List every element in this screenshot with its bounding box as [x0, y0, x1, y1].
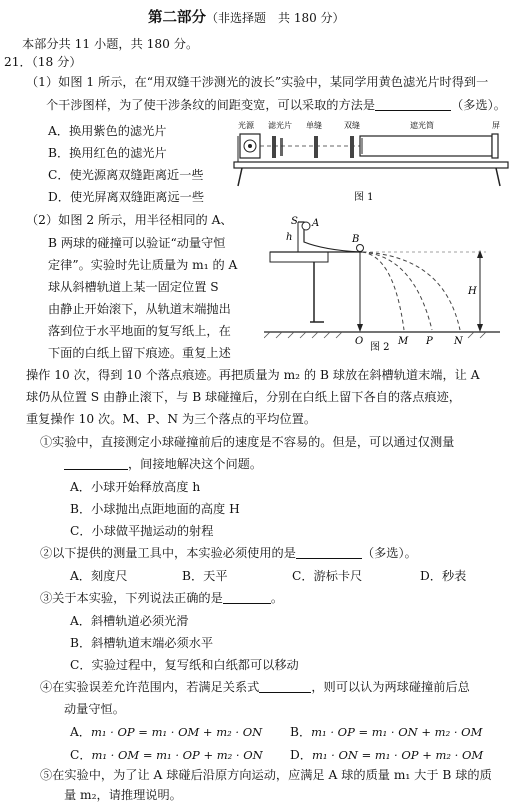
s2-line-end: （多选）。 [361, 546, 417, 560]
s1-line2-text: ，间接地解决这个问题。 [128, 457, 263, 471]
s2-option-b: B．天平 [182, 569, 228, 583]
fig1-label-tube: 遮光筒 [410, 121, 434, 130]
s4-line1-end: ，则可以认为两球碰撞前后总 [311, 680, 470, 694]
fig2-label-n: N [454, 336, 463, 347]
screen-icon [492, 134, 498, 158]
s2-option-d: D．秒表 [420, 569, 467, 583]
p1-line2 [46, 96, 506, 113]
fig1-label-single-slit: 单缝 [306, 121, 322, 130]
optical-bench [234, 162, 508, 168]
s4-option-a-formula: m₁ · OP = m₁ · OM + m₂ · ON [91, 725, 263, 739]
fig2-label-a: A [312, 218, 320, 229]
s4-line1-text: ④在实验误差允许范围内，若满足关系式 [40, 680, 260, 694]
p1-option-d: D．使光屏离双缝距离远一些 [48, 190, 205, 204]
tube-icon [360, 136, 492, 156]
s1-line2 [64, 455, 262, 472]
s2-line [40, 544, 417, 561]
p1-line1: （1）如图 1 所示，在“用双缝干涉测光的波长”实验中，某同学用黄色滤光片时得到一 [26, 75, 489, 89]
s1-option-b: B．小球抛出点距地面的高度 H [70, 502, 240, 516]
title-note: （非选择题 共 180 分） [206, 11, 345, 25]
answer-blank [296, 546, 362, 559]
fig1-label-double-slit: 双缝 [344, 121, 360, 130]
p1-line2-text: 个干涉图样，为了使干涉条纹的间距变宽，可以采取的方法是 [46, 98, 376, 112]
section-intro: 本部分共 11 小题，共 180 分。 [22, 37, 199, 51]
s5-line2: 量 m₂，请推理说明。 [64, 788, 182, 802]
s4-option-c-formula: m₁ · OM = m₁ · OP + m₂ · ON [91, 748, 263, 762]
double-slit-icon [350, 136, 354, 158]
answer-blank [223, 591, 271, 604]
s3-option-c: C．实验过程中，复写纸和白纸都可以移动 [70, 658, 299, 672]
fig1-label-filter: 滤光片 [268, 121, 292, 130]
p1-option-a: A．换用紫色的滤光片 [48, 124, 167, 138]
figure-2-caption: 图 2 [370, 342, 390, 352]
s3-option-a: A．斜槽轨道必须光滑 [70, 614, 189, 628]
single-slit-icon [314, 136, 318, 158]
fig2-label-H: H [468, 286, 477, 297]
fig2-label-s: S [291, 216, 298, 227]
p1-line2-end: （多选）。 [451, 98, 506, 112]
fig2-label-o: O [355, 336, 364, 347]
answer-blank [375, 98, 451, 111]
p2-full-line1: 操作 10 次，得到 10 个落点痕迹。再把质量为 m₂ 的 B 球放在斜槽轨道末端，让 A [26, 368, 480, 382]
fig2-label-b: B [352, 234, 360, 245]
figure-1-caption: 图 1 [354, 192, 374, 203]
p2-line5: 由静止开始滚下，从轨道末端抛出 [48, 302, 231, 316]
title-main: 第二部分 [148, 9, 206, 26]
s3-line-end: 。 [270, 591, 283, 605]
figure-1-apparatus [230, 116, 520, 208]
p1-option-b: B．换用红色的滤光片 [48, 146, 167, 160]
s4-option-d-label: D． [290, 748, 312, 762]
s4-option-c-label: C． [70, 748, 92, 762]
p2-line7: 下面的白纸上留下痕迹。重复上述 [48, 346, 231, 360]
s2-option-a: A．刻度尺 [70, 569, 128, 583]
s1-line1: ①实验中，直接测定小球碰撞前后的速度是不容易的。但是，可以通过仅测量 [40, 435, 455, 449]
s1-option-c: C．小球做平抛运动的射程 [70, 524, 214, 538]
answer-blank [64, 457, 128, 470]
s4-option-b-label: B． [290, 725, 312, 739]
s3-line-text: ③关于本实验，下列说法正确的是 [40, 591, 223, 605]
fig1-label-screen: 屏 [492, 121, 500, 130]
question-number: 21．（18 分） [4, 55, 82, 69]
s3-option-b: B．斜槽轨道末端必须水平 [70, 636, 214, 650]
fig2-trajectory-2 [362, 252, 432, 330]
fig2-trajectory-1 [362, 252, 404, 330]
p2-line2: B 两球的碰撞可以验证“动量守恒 [48, 236, 226, 250]
s4-option-b-formula: m₁ · OP = m₁ · ON + m₂ · OM [311, 725, 483, 739]
page-title [148, 6, 345, 27]
p2-full-line2: 球仍从位置 S 由静止滚下，与 B 球碰撞后，分别在白纸上留下各自的落点痕迹， [26, 390, 461, 404]
fig2-trajectory-3 [362, 252, 460, 330]
figure-2-collision [264, 212, 500, 352]
fig2-ball-b [357, 245, 364, 252]
p2-line6: 落到位于水平地面的复写纸上，在 [48, 324, 231, 338]
s5-line1: ⑤在实验中，为了让 A 球碰后沿原方向运动，应满足 A 球的质量 m₁ 大于 B 球的质 [40, 768, 492, 782]
p2-line3: 定律”。实验时先让质量为 m₁ 的 A [48, 258, 238, 272]
fig2-ball-a [302, 222, 310, 230]
filter-icon [272, 136, 283, 158]
p1-option-c: C．使光源离双缝距离近一些 [48, 168, 204, 182]
s4-line1 [40, 678, 470, 695]
s1-option-a: A．小球开始释放高度 h [70, 480, 201, 494]
s4-option-c [70, 746, 263, 763]
fig2-label-p: P [426, 336, 433, 347]
p2-line1: （2）如图 2 所示，用半径相同的 A、 [26, 213, 233, 227]
answer-blank [259, 680, 311, 693]
fig2-label-h: h [286, 232, 293, 243]
p2-full-line3: 重复操作 10 次。M、P、N 为三个落点的平均位置。 [26, 412, 317, 426]
s2-line-text: ②以下提供的测量工具中，本实验必须使用的是 [40, 546, 296, 560]
s2-option-c: C．游标卡尺 [292, 569, 363, 583]
fig2-table [270, 252, 328, 262]
s4-option-a-label: A． [70, 725, 91, 739]
s4-option-d [290, 746, 483, 763]
s4-option-b [290, 723, 482, 740]
s4-line2: 动量守恒。 [64, 702, 125, 716]
p2-line4: 球从斜槽轨道上某一固定位置 S [48, 280, 219, 294]
s4-option-a [70, 723, 262, 740]
s4-option-d-formula: m₁ · ON = m₁ · OP + m₂ · OM [311, 748, 484, 762]
fig2-label-m: M [398, 336, 409, 347]
light-source-icon [240, 134, 260, 158]
fig1-label-light-source: 光源 [238, 121, 254, 130]
s3-line [40, 589, 283, 606]
